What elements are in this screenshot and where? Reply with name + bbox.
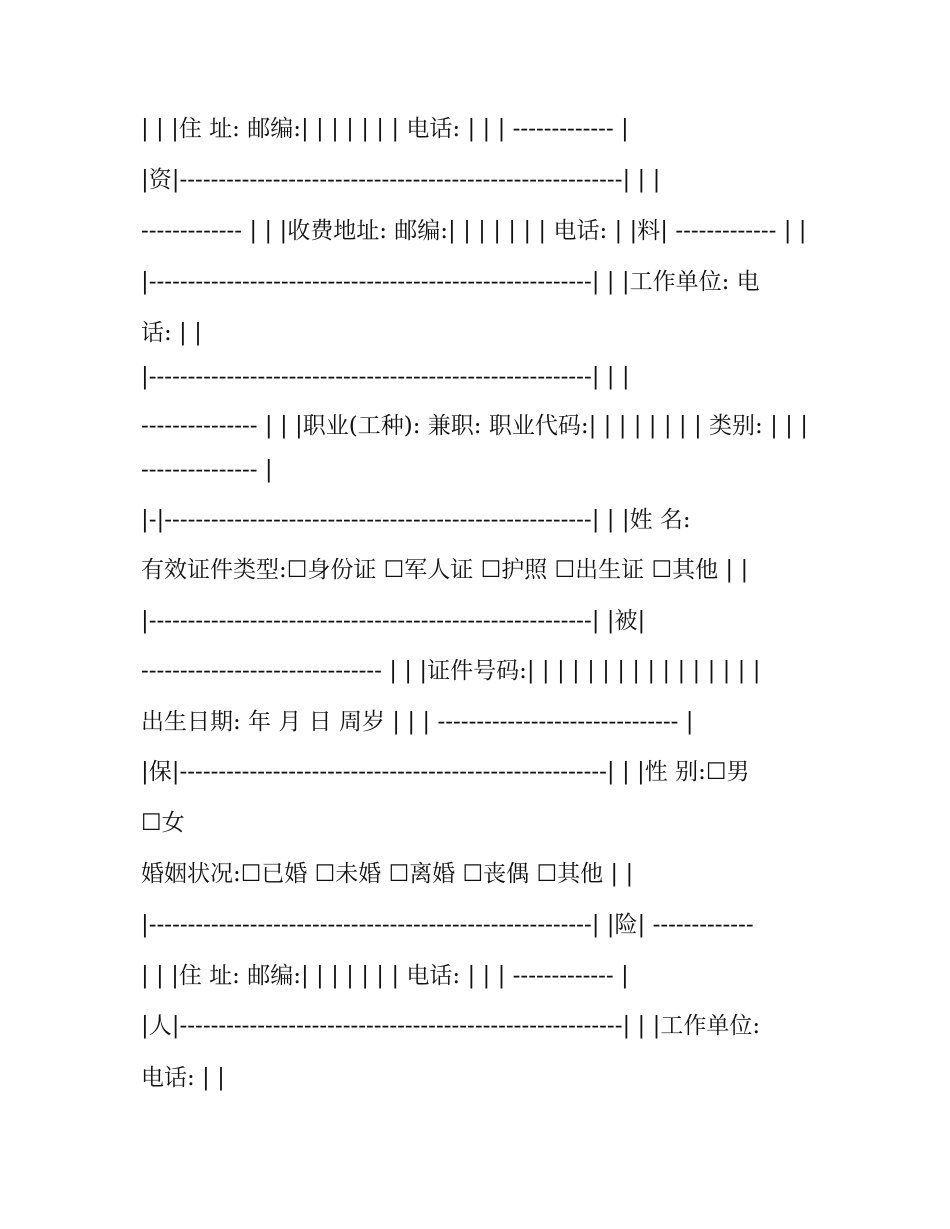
text-line: |资|---------------------------------------------------------| | | (141, 167, 661, 193)
text-line: 有效证件类型:☐身份证 ☐军人证 ☐护照 ☐出生证 ☐其他 | | (141, 557, 749, 583)
text-line: 电话: | | (141, 1065, 225, 1091)
text-line: | | |住 址: 邮编:| | | | | | | 电话: | | | ------------- | (141, 116, 629, 142)
text-line: 婚姻状况:☐已婚 ☐未婚 ☐离婚 ☐丧偶 ☐其他 | | (141, 861, 634, 887)
text-line: ------------- | | |收费地址: 邮编:| | | | | | | 电话: | |料| ------------- | | (141, 218, 807, 244)
text-line: --------------- | (141, 457, 273, 483)
text-line: | | |住 址: 邮编:| | | | | | | 电话: | | | ------------- | (141, 963, 629, 989)
text-line: |---------------------------------------------------------| |险| ------------- (141, 912, 754, 938)
text-line: ☐女 (141, 810, 185, 836)
text-line: |人|---------------------------------------------------------| | |工作单位: (141, 1013, 761, 1039)
text-line: |---------------------------------------------------------| | | (141, 364, 630, 390)
text-line: |---------------------------------------------------------| | |工作单位: 电 (141, 269, 760, 295)
text-line: |-|-------------------------------------------------------| | |姓 名: (141, 507, 691, 533)
text-line: ------------------------------- | | |证件号码:| | | | | | | | | | | | | | | | (141, 658, 761, 684)
text-line: 出生日期: 年 月 日 周岁 | | | ------------------------------- | (141, 709, 694, 735)
text-line: |---------------------------------------------------------| |被| (141, 608, 646, 634)
text-line: 话: | | (141, 320, 202, 346)
text-line: --------------- | | |职业(工种): 兼职: 职业代码:| | | | | | | | 类别: | | | (141, 413, 808, 439)
text-line: |保|-------------------------------------------------------| | |性 别:☐男 (141, 759, 750, 785)
